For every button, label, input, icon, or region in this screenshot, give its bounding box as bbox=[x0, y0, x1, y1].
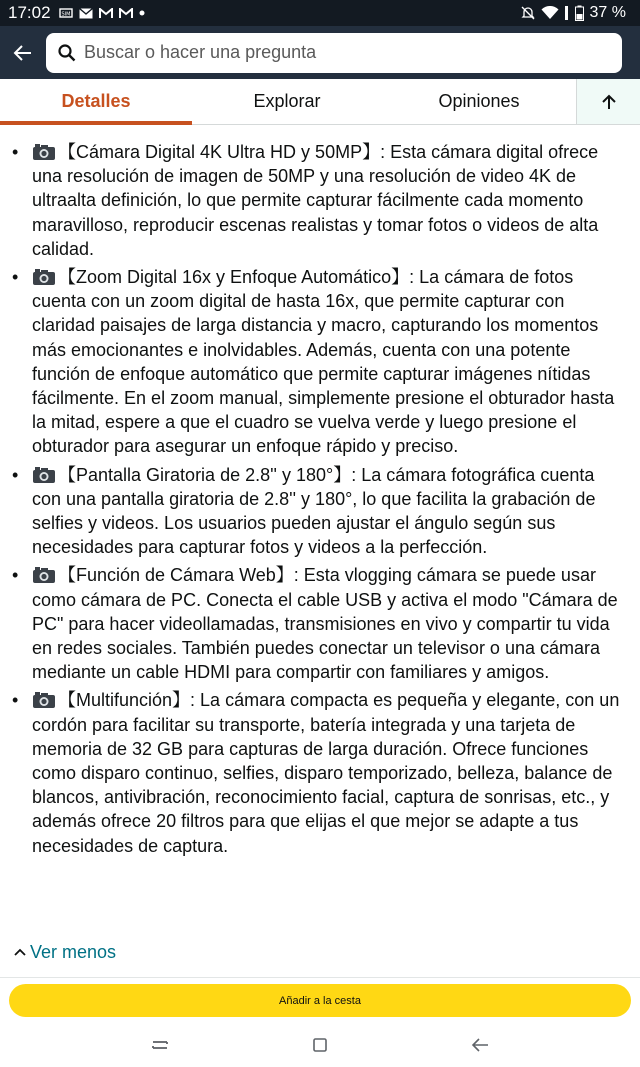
feature-text: 【Pantalla Giratoria de 2.8'' y 180°】: La cámara fotográfica cuenta con una pantalla giratoria de 2.8'' y 180°, lo que facilita la grabación de selfies y videos. Los usuarios pueden ajustar el ángulo según sus necesidades para capturar fotos y videos a la perfección. bbox=[32, 464, 596, 558]
see-less-label: Ver menos bbox=[30, 941, 117, 962]
dot-icon bbox=[139, 10, 145, 16]
wifi-icon bbox=[541, 6, 559, 20]
gmail-icon bbox=[99, 8, 113, 19]
mail-icon bbox=[79, 8, 93, 19]
add-to-cart-button[interactable]: Añadir a la cesta bbox=[9, 984, 631, 1017]
search-input[interactable] bbox=[84, 42, 604, 63]
bullet: • bbox=[12, 565, 19, 586]
status-bar bbox=[0, 0, 640, 26]
status-right bbox=[521, 4, 626, 22]
notification-icons bbox=[59, 8, 145, 19]
bullet: • bbox=[12, 464, 19, 485]
list-item bbox=[10, 463, 626, 560]
back-icon bbox=[471, 1038, 489, 1052]
list-item bbox=[10, 688, 626, 857]
product-features bbox=[10, 140, 626, 862]
camera-icon bbox=[32, 268, 56, 286]
camera-icon bbox=[32, 691, 56, 709]
feature-text: 【Multifunción】: La cámara compacta es pequeña y elegante, con un cordón para facilitar su transporte, batería integrada y una tarjeta de memoria de 32 GB para capturas de larga duración. Ofrece funciones como disparo continuo, selfies, disparo temporizado, belleza, balance de blancos, antivibración, reconocimiento facial, captura de sonrisas, etc., y además ofrece 20 filtros para que elijas el que mejor se adapte a tus necesidades de captura. bbox=[32, 690, 620, 856]
bullet: • bbox=[12, 267, 19, 288]
battery-icon bbox=[575, 5, 584, 21]
see-less-link[interactable] bbox=[14, 940, 116, 964]
recent-apps-button[interactable] bbox=[140, 1025, 180, 1065]
search-header bbox=[0, 26, 640, 79]
status-time: 17:02 bbox=[8, 3, 51, 22]
bullet: • bbox=[12, 690, 19, 711]
camera-icon bbox=[32, 566, 56, 584]
list-item bbox=[10, 563, 626, 684]
tab-explore[interactable]: Explorar bbox=[253, 91, 321, 111]
mute-icon bbox=[521, 6, 535, 20]
scroll-top-button[interactable] bbox=[576, 79, 640, 124]
feature-text: 【Cámara Digital 4K Ultra HD y 50MP】: Esta cámara digital ofrece una resolución de imagen de 50MP y una resolución de video 4K de ultraalta definición, lo que permite capturar fácilmente cada momento maravilloso, reproducir escenas realistas y tomar fotos o videos de alta calidad. bbox=[32, 142, 599, 259]
feature-list bbox=[10, 140, 626, 858]
signal-icon bbox=[565, 6, 569, 20]
camera-icon bbox=[32, 143, 56, 161]
home-button[interactable] bbox=[300, 1025, 340, 1065]
sim-icon bbox=[59, 8, 73, 18]
status-left bbox=[8, 3, 145, 23]
battery-percent: 37 % bbox=[589, 4, 626, 21]
back-arrow-icon bbox=[13, 43, 33, 63]
search-box[interactable] bbox=[46, 33, 622, 73]
camera-icon bbox=[32, 466, 56, 484]
feature-text: 【Zoom Digital 16x y Enfoque Automático】: La cámara de fotos cuenta con un zoom digital de hasta 16x, que permite capturar con claridad paisajes de larga distancia y macro, capturando los momentos más emocionantes e inolvidables. Además, cuenta con una potente función de enfoque automático que permite capturar imágenes nítidas fácilmente. En el zoom manual, simplemente presione el obturador hasta la mitad, espere a que el cuadro se vuelva verde y luego presione el obturador para asegurar un enfoque rápido y preciso. bbox=[32, 267, 615, 457]
list-item bbox=[10, 140, 626, 261]
bullet: • bbox=[12, 142, 19, 162]
feature-text: 【Función de Cámara Web】: Esta vlogging cámara se puede usar como cámara de PC. Conecta el cable USB y activa el modo "Cámara de PC" para hacer videollamadas, transmisiones en vivo y compartir tu vida en redes sociales. También puedes conectar un televisor o una cámara mediante un cable HDMI para compartir con familiares y amigos. bbox=[32, 565, 618, 683]
chevron-up-icon bbox=[14, 948, 26, 956]
tab-details[interactable]: Detalles bbox=[0, 79, 192, 124]
back-button[interactable] bbox=[0, 26, 46, 79]
home-icon bbox=[313, 1038, 327, 1052]
system-nav-bar bbox=[0, 1023, 640, 1067]
svg-text:SIM: SIM bbox=[61, 11, 71, 18]
gmail-icon bbox=[119, 8, 133, 19]
arrow-up-icon bbox=[602, 94, 616, 110]
product-tabs bbox=[0, 79, 640, 125]
cta-area bbox=[0, 977, 640, 1023]
recent-apps-icon bbox=[151, 1038, 169, 1052]
list-item bbox=[10, 265, 626, 459]
search-icon bbox=[58, 44, 76, 62]
tab-reviews[interactable]: Opiniones bbox=[438, 91, 520, 111]
back-nav-button[interactable] bbox=[460, 1025, 500, 1065]
